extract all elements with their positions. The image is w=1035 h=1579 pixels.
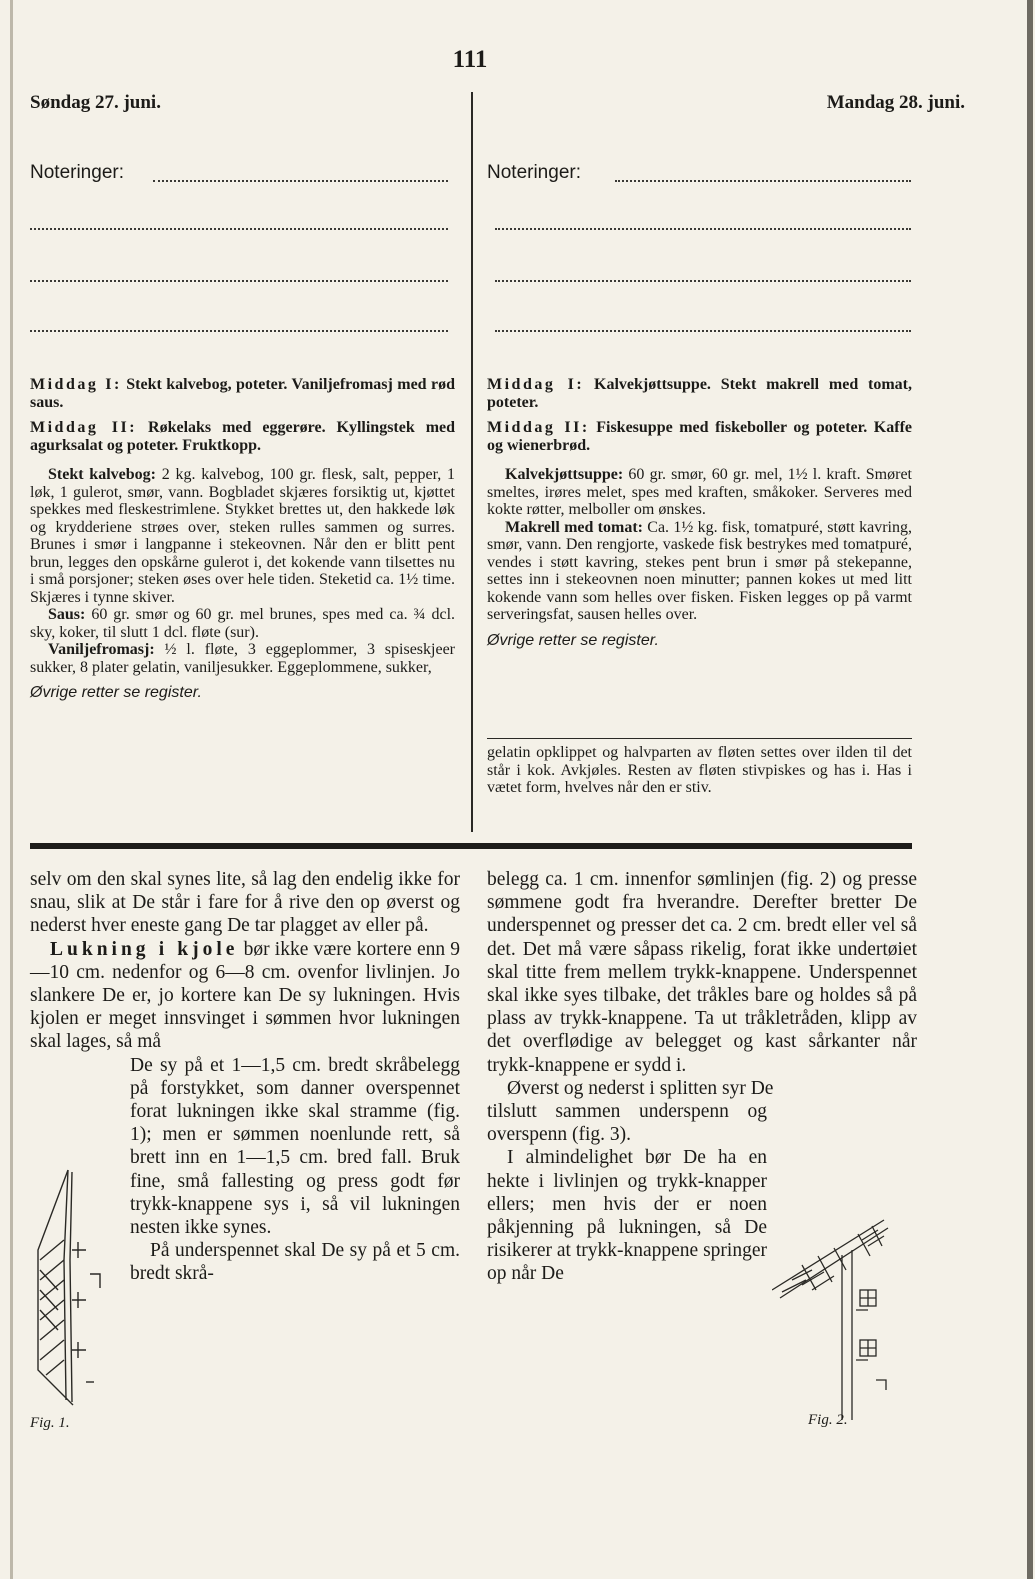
article-right-p1: belegg ca. 1 cm. innenfor sømlinjen (fig. 2) og presse sømmene godt fra hverandre. Derefter bretter De underspennet og presser det ca. 2 cm. bredt eller vel så det. Det må være såpass rikelig, forat ikke undertøiet skal titte frem mellem trykk-knappene. Underspennet skal ikke syes tilbake, det tråkles bare og holdes så på plass av trykk-knappene. Ta ut tråkletråden, klipp av det overflødige av belegget og kast sårkanter når trykk-knappene er sydd i. xyxy=(487,869,917,1076)
recipe-saus: Saus: 60 gr. smør og 60 gr. mel brunes, spes med ca. ¾ dcl. sky, koker, til slutt 1 dcl. fløte (sur). xyxy=(30,606,456,641)
page-edge-right xyxy=(1027,0,1033,1579)
recipe-vaniljefromasj: Vaniljefromasj: ½ l. fløte, 3 eggeplommer, 3 spiseskjeer sukker, 8 plater gelatin, vaniljesukker. Eggeplommene, sukker, xyxy=(30,641,456,676)
recipe-block-left xyxy=(30,376,455,702)
figure-1-illustration xyxy=(28,1160,108,1410)
notes-line-left-1 xyxy=(153,180,448,182)
page-edge-left xyxy=(10,0,13,1579)
article-left-p2-wrap: De sy på et 1—1,5 cm. bredt skråbelegg på forstykket, som danner overspennet forat lukningen ikke skal stramme (fig. 1); men er sømmen noenlunde rett, så brett inn en 1—1,5 cm. bred fall. Bruk fine, små fallesting og press godt før trykk-knappene sys i, så vil lukningen nesten ikke synes. xyxy=(130,1054,460,1239)
figure-2-illustration xyxy=(772,1210,912,1430)
day-title-left: Søndag 27. juni. xyxy=(30,92,161,113)
notes-line-left-2 xyxy=(30,228,448,230)
article-right-p2: Øverst og nederst i splitten syr De xyxy=(507,1077,774,1099)
see-register-left: Øvrige retter se register. xyxy=(30,684,202,701)
notes-line-left-4 xyxy=(30,330,448,332)
notes-line-right-1 xyxy=(615,180,911,182)
recipe-makrell: Makrell med tomat: Ca. 1½ kg. fisk, tomatpuré, støtt kavring, smør, vann. Den rengjorte, vaskede fisk bestrykes med tomatpuré, vendes i støtt kavring, stekes pent brun i smør på stekepanne, settes inn i stekeovnen noen minutter; pannen kokes ut med litt kokende vann som helles over fisken. Fisken legges op på varmt serveringsfat, sausen helles over. xyxy=(487,518,913,623)
page-number: 111 xyxy=(452,46,488,73)
section-rule xyxy=(30,843,912,849)
continuation-block xyxy=(487,744,912,797)
recipe-kalvekjottsuppe: Kalvekjøttsuppe: 60 gr. smør, 60 gr. mel, 1½ l. kraft. Smøret smeltes, irøres melet, spes med kraften, småkoker. Serveres med kokte røtter, melboller om ønskes. xyxy=(487,466,913,518)
see-register-right: Øvrige retter se register. xyxy=(487,631,659,649)
notes-label-right: Noteringer: xyxy=(487,162,581,183)
figure-1-caption: Fig. 1. xyxy=(30,1415,70,1431)
dinner-1-left: Middag I: Stekt kalvebog, poteter. Vaniljefromasj med rød saus. xyxy=(30,376,456,411)
recipe-block-right xyxy=(487,376,912,649)
dinner-2-left: Middag II: Røkelaks med eggerøre. Kyllingstek med agurksalat og poteter. Fruktkopp. xyxy=(30,419,456,454)
notes-line-right-2 xyxy=(495,228,911,230)
article-right-p3: I almindelighet bør De ha en hekte i livlinjen og trykk-knapper ellers; men hvis der er noen påkjenning på lukningen, så De risikerer at trykk-knappene springer op når De xyxy=(487,1147,767,1285)
continuation-separator xyxy=(487,738,912,739)
article-right-p2-wrap: tilslutt sammen underspenn og overspenn (fig. 3). xyxy=(487,1101,767,1146)
dinner-2-right: Middag II: Fiskesuppe med fiskeboller og poteter. Kaffe og wienerbrød. xyxy=(487,419,913,454)
notes-label-left: Noteringer: xyxy=(30,162,124,183)
notes-line-right-3 xyxy=(495,280,911,282)
dinner-1-right: Middag I: Kalvekjøttsuppe. Stekt makrell med tomat, poteter. xyxy=(487,376,913,411)
figure-2-caption: Fig. 2. xyxy=(808,1412,848,1428)
day-title-right: Mandag 28. juni. xyxy=(826,92,965,113)
article-left-p3: På underspennet skal De sy på et 5 cm. bredt skrå- xyxy=(130,1240,460,1285)
article-left-p2: Lukning i kjole bør ikke være kortere enn 9—10 cm. nedenfor og 6—8 cm. ovenfor livlinjen. Jo slankere De er, jo kortere kan De sy lukningen. Hvis kjolen er meget innsvinget i sømmen hvor lukningen skal lages, så må xyxy=(30,938,461,1053)
article-left-p1: selv om den skal synes lite, så lag den endelig ikke for snau, slik at De står i fare for å rive den op øverst og nederst hver eneste gang De tar plagget av eller på. xyxy=(30,869,460,937)
notes-line-right-4 xyxy=(495,330,911,332)
notes-line-left-3 xyxy=(30,280,448,282)
recipe-stekt-kalvebog: Stekt kalvebog: 2 kg. kalvebog, 100 gr. flesk, salt, pepper, 1 løk, 1 gulerot, smør, vann. Bogbladet skjæres forsiktig ut, kjøttet spekkes med fleskestrimlene. Stykket brettes ut, den hakkede løk og krydderiene strøes over, steken rulles sammen og surres. Brunes i smør i langpanne i stekeovnen. Når den er blitt pent brun, legges den opskårne gulerot i, det kokende vann tilsettes nu i små porsjoner; steken øses over hele tiden. Steketid ca. 1½ time. Skjæres i tynne skiver. xyxy=(30,466,456,606)
continuation-text: gelatin opklippet og halvparten av fløten settes over ilden til det står i kok. Avkjøles. Resten av fløten stivpiskes og has i. Has i vætet form, hvelves når den er stiv. xyxy=(487,744,912,796)
column-divider xyxy=(471,92,473,832)
